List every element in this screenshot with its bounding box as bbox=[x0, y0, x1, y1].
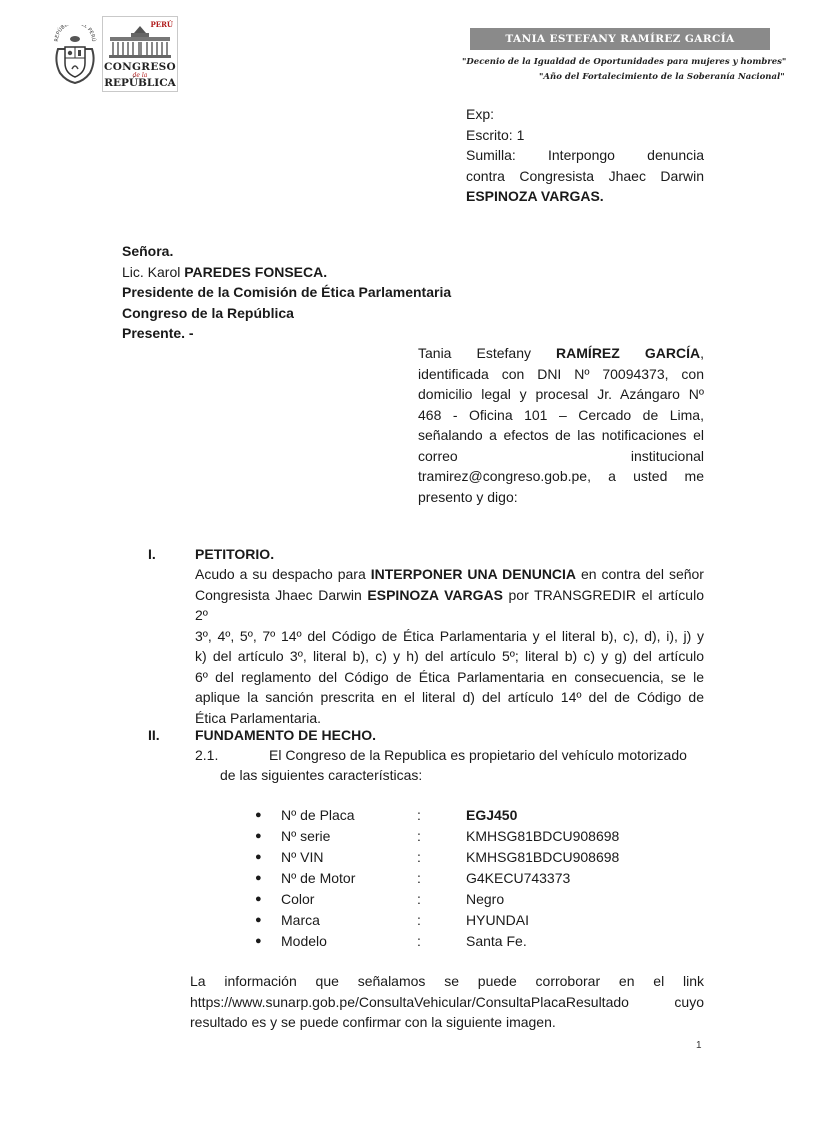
final-line: La información que señalamos se puede corroborar en el link bbox=[190, 973, 704, 989]
case-info bbox=[466, 104, 704, 207]
vehicle-separator: : bbox=[417, 806, 421, 823]
vehicle-value: EGJ450 bbox=[466, 806, 518, 823]
shield-text: REPÚBL L PERÚ bbox=[53, 25, 97, 42]
vehicle-row bbox=[255, 825, 619, 846]
congress-building-icon bbox=[107, 25, 173, 59]
vehicle-value: KMHSG81BDCU908698 bbox=[466, 848, 620, 865]
petitorio-line: Ética Parlamentaria. bbox=[195, 709, 322, 726]
petitorio-line: 6º del reglamento del Código de Ética Parlamentaria en consecuencia, se le bbox=[195, 668, 704, 685]
final-line: resultado es y se puede confirmar con la siguiente imagen. bbox=[190, 1014, 556, 1030]
bullet-icon: ● bbox=[255, 935, 262, 948]
vehicle-separator: : bbox=[417, 869, 421, 886]
presente: Presente. - bbox=[122, 325, 194, 341]
vehicle-value: HYUNDAI bbox=[466, 912, 530, 929]
vehicle-value: KMHSG81BDCU908698 bbox=[466, 827, 620, 844]
vehicle-row bbox=[255, 909, 619, 930]
logo-line-republica: REPÚBLICA bbox=[104, 77, 176, 89]
vehicle-label: Nº VIN bbox=[281, 848, 324, 865]
section-number: II. bbox=[148, 727, 160, 743]
vehicle-separator: : bbox=[417, 848, 421, 865]
vehicle-row bbox=[255, 888, 619, 909]
addressee-block bbox=[122, 241, 451, 344]
logo-line-congreso: CONGRESO bbox=[104, 61, 176, 73]
congreso-logo bbox=[102, 16, 178, 92]
vehicle-label: Color bbox=[281, 890, 315, 907]
intro-line: Tania Estefany RAMÍREZ GARCÍA, bbox=[418, 345, 704, 361]
sumilla-line: Sumilla: Interpongo denuncia bbox=[466, 147, 704, 163]
author-name-bar: TANIA ESTEFANY RAMÍREZ GARCÍA bbox=[470, 28, 770, 50]
paragraph-number: 2.1. bbox=[195, 747, 219, 763]
addressee-role: Presidente de la Comisión de Ética Parlamentaria bbox=[122, 284, 452, 300]
exp-line: Exp: bbox=[466, 106, 495, 122]
salutation: Señora. bbox=[122, 243, 174, 259]
petitorio-body bbox=[195, 564, 704, 728]
petitorio-line: aplique la sanción prescrita en el literal d) del artículo 14º del de Código de bbox=[195, 689, 704, 705]
addressee-institution: Congreso de la República bbox=[122, 304, 294, 321]
vehicle-value: G4KECU743373 bbox=[466, 869, 571, 886]
section-title-fundamento: FUNDAMENTO DE HECHO. bbox=[195, 727, 376, 743]
paragraph-2-1 bbox=[195, 745, 704, 766]
logo-peru-label: PERÚ bbox=[150, 20, 173, 29]
bullet-icon: ● bbox=[255, 829, 262, 842]
intro-line: señalando a efectos de las notificaciones el bbox=[418, 427, 704, 443]
motto-decenio: "Decenio de la Igualdad de Oportunidades para mujeres y hombres" bbox=[462, 57, 787, 67]
bullet-icon: ● bbox=[255, 871, 262, 884]
peru-coat-of-arms bbox=[52, 25, 98, 87]
petitorio-line: Acudo a su despacho para INTERPONER UNA DENUNCIA en contra del señor bbox=[195, 566, 704, 582]
vehicle-value: Santa Fe. bbox=[466, 933, 527, 950]
bullet-icon: ● bbox=[255, 808, 262, 821]
final-link-line: https://www.sunarp.gob.pe/ConsultaVehicular/ConsultaPlacaResultado cuyo bbox=[190, 993, 704, 1010]
vehicle-separator: : bbox=[417, 912, 421, 929]
vehicle-separator: : bbox=[417, 827, 421, 844]
sumilla-line: contra Congresista Jhaec Darwin bbox=[466, 167, 704, 184]
vehicle-row bbox=[255, 867, 619, 888]
vehicle-label: Modelo bbox=[281, 933, 327, 950]
section-title-petitorio: PETITORIO. bbox=[195, 546, 275, 562]
bullet-icon: ● bbox=[255, 914, 262, 927]
motto-year: "Año del Fortalecimiento de la Soberanía Nacional" bbox=[539, 72, 785, 82]
logo-de-la: de la bbox=[132, 72, 148, 79]
final-paragraph bbox=[190, 971, 704, 1033]
vehicle-label: Nº de Motor bbox=[281, 869, 356, 886]
vehicle-label: Marca bbox=[281, 912, 320, 929]
vehicle-row bbox=[255, 846, 619, 867]
page-number: 1 bbox=[696, 1040, 702, 1051]
addressee-name: Lic. Karol PAREDES FONSECA. bbox=[122, 263, 328, 280]
sumilla-defendant: ESPINOZA VARGAS. bbox=[466, 188, 604, 204]
petitorio-line: Congresista Jhaec Darwin ESPINOZA VARGAS por TRANSGREDIR el artículo 2º bbox=[195, 586, 704, 623]
vehicle-separator: : bbox=[417, 890, 421, 907]
vehicle-row bbox=[255, 804, 619, 825]
petitorio-line: k) del artículo 3º, literal b), c) y h) del artículo 5º; literal b) c) y g) del artículo bbox=[195, 648, 704, 664]
intro-line: 468 - Oficina 101 – Cercado de Lima, bbox=[418, 406, 704, 423]
vehicle-row bbox=[255, 931, 619, 952]
escrito-line: Escrito: 1 bbox=[466, 126, 525, 143]
vehicle-value: Negro bbox=[466, 890, 505, 907]
intro-paragraph bbox=[418, 343, 704, 507]
paragraph-2-1-line2: de las siguientes características: bbox=[220, 767, 423, 783]
intro-line: presento y digo: bbox=[418, 488, 518, 505]
vehicle-label: Nº de Placa bbox=[281, 806, 355, 823]
vehicle-details-table bbox=[255, 804, 619, 952]
vehicle-label: Nº serie bbox=[281, 827, 331, 844]
intro-line: identificada con DNI Nº 70094373, con bbox=[418, 365, 704, 382]
section-number: I. bbox=[148, 546, 156, 562]
intro-email-line: tramirez@congreso.gob.pe, a usted me bbox=[418, 468, 704, 484]
bullet-icon: ● bbox=[255, 892, 262, 905]
bullet-icon: ● bbox=[255, 850, 262, 863]
intro-line: correo institucional bbox=[418, 447, 704, 464]
petitorio-line: 3º, 4º, 5º, 7º 14º del Código de Ética Parlamentaria y el literal b), c), d), i), j) y bbox=[195, 627, 704, 644]
vehicle-separator: : bbox=[417, 933, 421, 950]
intro-line: domicilio legal y procesal Jr. Azángaro Nº bbox=[418, 386, 704, 402]
paragraph-2-1-line1: El Congreso de la Republica es propietario del vehículo motorizado bbox=[269, 747, 687, 763]
